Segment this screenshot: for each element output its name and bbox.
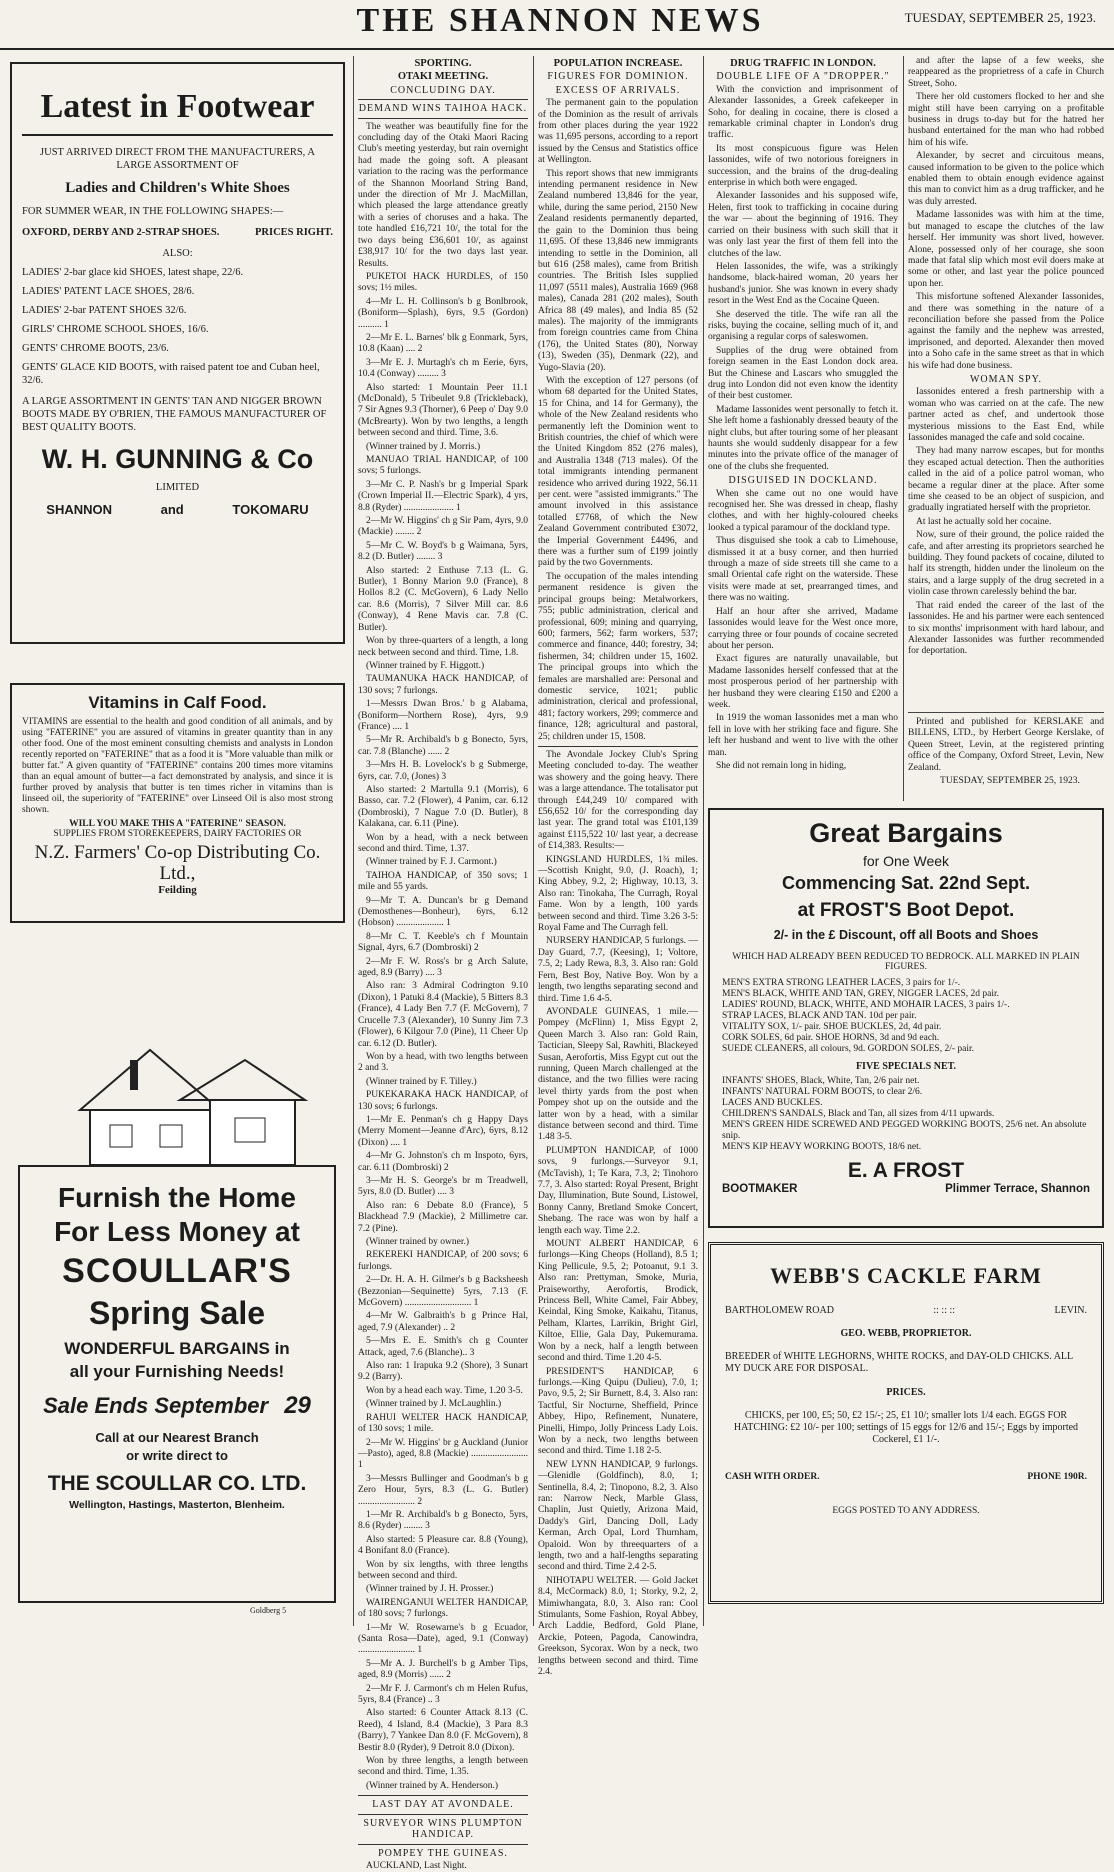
vitamins-town: Feilding: [158, 884, 197, 896]
frost-headline: Great Bargains: [809, 818, 1003, 848]
article-paragraph: Madame Iassonides was with him at the time, but managed to escape the clutches of the law herself. Her immunity was short lived, however. Alone, possessed only of her courage, she soon made that fatal slip which most evil doers make at some or other, and last year the police pounced upon her.: [908, 210, 1104, 289]
scoullar-line: For Less Money at: [54, 1216, 300, 1247]
footwear-also: ALSO:: [162, 248, 193, 259]
drug-traffic-column: [708, 56, 898, 801]
frost-special: MEN'S GREEN HIDE SCREWED AND PEGGED WORKING BOOTS, 25/6 net. An absolute snip.: [722, 1120, 1087, 1141]
race-paragraph: 3—Mr H. S. George's br m Treadwell, 5yrs, 8.0 (D. Butler) .... 3: [358, 1175, 528, 1198]
race-paragraph: NEW LYNN HANDICAP, 9 furlongs.—Glenidle (Goldfinch), 8.0, 1; Sentinella, 8.4, 2; Tinopono, 8.2, 3. Also ran: Narrow Neck, Marble Glass, Chaplin, Just Quietly, Arizona Maid, Daddy's Girl, Dancing Doll, Lady Kerman, Arch Opal, Lord Thurnham, Opaloid. Won by threequarters of a length, two and a half-lengths separating second and third. Time 2.4 2-5.: [538, 1459, 698, 1573]
article-heading: OTAKI MEETING.: [397, 71, 489, 83]
article-subheading: CONCLUDING DAY.: [390, 84, 496, 96]
frost-item: VITALITY SOX, 1/- pair. SHOE BUCKLES, 2d, 4d pair.: [722, 1022, 942, 1032]
drug-continued-column: [908, 56, 1104, 706]
footwear-closing: A LARGE ASSORTMENT IN GENTS' TAN AND NIGGER BROWN BOOTS MADE BY O'BRIEN, THE FAMOUS MANUFACTURER OF BEST QUALITY BOOTS.: [22, 396, 327, 433]
footwear-for-line: FOR SUMMER WEAR, IN THE FOLLOWING SHAPES:—: [22, 206, 284, 217]
race-paragraph: REKEREKI HANDICAP, of 200 sovs; 6 furlongs.: [358, 1250, 528, 1272]
article-paragraph: and after the lapse of a few weeks, she reappeared as the proprietress of a cafe in Church Street, Soho.: [908, 56, 1104, 89]
footwear-item: GENTS' GLACE KID BOOTS, with raised patent toe and Cuban heel, 32/6.: [22, 362, 320, 386]
article-paragraph: That raid ended the career of the last of the Iassonides. He and his partner were each sentenced to six months' imprisonment with hard labour, and Alexander Iassonides was further recommended for deportation.: [908, 600, 1104, 657]
article-paragraph: Helen Iassonides, the wife, was a strikingly handsome, black-haired woman, 20 years her husband's junior. She was known in every shady resort in the West End as the Cocaine Queen.: [708, 261, 898, 307]
frost-item: LADIES' ROUND, BLACK, WHITE, AND MOHAIR LACES, 3 pairs 1/-.: [722, 1000, 1010, 1010]
webb-prices: CHICKS, per 100, £5; 50, £2 15/-; 25, £1 10/; smaller lots 1/4 each. EGGS FOR HATCHING: £2 10/- per 100; settings of 15 eggs for 12/6 and 15/-; Eggs by imported Cockerel, £1 1/-.: [733, 1410, 1079, 1445]
webb-town: LEVIN.: [1054, 1305, 1087, 1316]
race-paragraph: RAHUI WELTER HACK HANDICAP, of 130 sovs; 1 mile.: [358, 1412, 528, 1435]
sporting-column: [358, 56, 528, 1871]
webb-cash: CASH WITH ORDER.: [725, 1472, 820, 1482]
imprint-text: Printed and published for KERSLAKE and BILLENS, LTD., by Herbert George Kerslake, of Queen Street, Levin, at the registered printing office of the Company, Oxford Street, Levin, New Zealand.: [908, 717, 1104, 773]
race-paragraph: TAIHOA HANDICAP, of 350 sovs; 1 mile and 55 yards.: [358, 870, 528, 893]
webb-eggs-posted: EGGS POSTED TO ANY ADDRESS.: [832, 1506, 980, 1516]
webb-title: WEBB'S CACKLE FARM: [770, 1263, 1042, 1288]
race-paragraph: NURSERY HANDICAP, 5 furlongs. —Day Guard, 7.7, (Keesing), 1; Voltore, 7.5, 2; Lady Rewa, 8.3, 3. Also ran: Gold Fern, Best Boy, Native Boy. Won by a length, two lengths separating second and third. Time 1.6 4-5.: [538, 936, 698, 1004]
race-paragraph: 2—Dr. H. A. H. Gilmer's b g Backsheesh (Bezzonian—Sequinette) 5yrs, 7.13 (F. McGovern) ............................ 1: [358, 1275, 528, 1309]
race-paragraph: Won by a head each way. Time, 1.20 3-5.: [366, 1385, 523, 1396]
footwear-item: GENTS' CHROME BOOTS, 23/6.: [22, 343, 169, 354]
webb-prices-heading: PRICES.: [886, 1387, 926, 1398]
gunning-towns: [22, 502, 333, 517]
race-paragraph: 1—Mr R. Archibald's b g Bonecto, 5yrs, 8.6 (Ryder) ........ 3: [358, 1509, 528, 1532]
scoullar-line: Furnish the Home: [57, 1182, 296, 1213]
frost-line: for One Week: [862, 853, 950, 869]
footwear-item: GIRLS' CHROME SCHOOL SHOES, 16/6.: [22, 324, 209, 335]
race-paragraph: Won by six lengths, with three lengths between second and third.: [358, 1559, 528, 1581]
dateline: AUCKLAND, Last Night.: [366, 1860, 467, 1871]
frost-depot: at FROST'S Boot Depot.: [797, 900, 1015, 921]
sporting-body: [358, 122, 528, 1793]
footwear-intro: JUST ARRIVED DIRECT FROM THE MANUFACTURERS, A LARGE ASSORTMENT OF: [40, 147, 315, 171]
footwear-item: LADIES' PATENT LACE SHOES, 28/6.: [22, 286, 195, 297]
scoullar-line: or write direct to: [126, 1448, 228, 1463]
race-paragraph: KINGSLAND HURDLES, 1¾ miles. —Scottish Knight, 9.0, (J. Roach), 1; King Abbey, 9.2, 2; Highway, 10.13, 3. Also ran: Tinokaha, The Curragh, Royal Fame. Won by a length, 100 yards between second and third. Time 3.26 3-5: Royal Fame and The Curragh fell.: [538, 854, 698, 934]
webb-proprietor: GEO. WEBB, PROPRIETOR.: [840, 1328, 972, 1339]
vitamins-body: VITAMINS are essential to the health and good condition of all animals, and by using "FATERINE" you are assured of vitamins in greater quantity than in any other food. One of the most eminent consulting chemists and analysts in London recently reported on "FATERINE" that as a food it is "More valuable than milk or butter fat." A given quantity of "FATERINE" contains 200 times more vitamins than an equal amount of butter—a fact demonstrated by analysis, and since it is further proved by analysis that butter is ten times richer in vitamins than is linseed oil, the superiority of "FATERINE" over Linseed Oil is also most strong shown.: [22, 717, 333, 815]
scoullar-line: all your Furnishing Needs!: [69, 1362, 285, 1381]
article-paragraph: Exact figures are naturally unavailable, but Madame Iassonides herself confessed that at the most prosperous period of her partnership with her husband they were clearing £150 and £200 a week.: [708, 654, 898, 710]
frost-item: STRAP LACES, BLACK AND TAN. 10d per pair.: [722, 1011, 917, 1021]
frost-footer: [722, 1183, 1090, 1195]
race-paragraph: 2—Mr W. Higgins' br g Auckland (Junior—Pasto), aged, 8.8 (Mackie) ........................ 1: [358, 1437, 528, 1471]
vitamins-supplies: SUPPLIES FROM STOREKEEPERS, DAIRY FACTORIES OR: [53, 829, 302, 839]
frost-address: Plimmer Terrace, Shannon: [945, 1183, 1090, 1195]
article-paragraph: In 1919 the woman Iassonides met a man who fell in love with her striking face and figure. She left her husband and went to live with the other man.: [708, 713, 898, 758]
race-paragraph: PUKEKARAKA HACK HANDICAP, of 130 sovs; 6 furlongs.: [358, 1090, 528, 1112]
footwear-prices: PRICES RIGHT.: [255, 227, 333, 238]
avondale-body: [538, 750, 698, 1679]
article-paragraph: Alexander Iassonides and his supposed wife, Helen, first took to trafficking in cocaine during the war — about the beginning of 1916. They carried on their business with such skill that it was only last year the first of them fell into the clutches of the law.: [708, 191, 898, 259]
race-paragraph: Also started: 2 Martulla 9.1 (Morris), 6 Basso, car. 7.2 (Flower), 4 Panim, car. 6.12 (Dombroski), 7 Nague 7.0 (D. Butler), 8 Kalakana, car. 6.11 (Pine).: [358, 784, 528, 830]
scoullar-sale-ends-text: Sale Ends September: [43, 1393, 269, 1418]
article-paragraph: Madame Iassonides went personally to fetch it. She left home a fashionably dressed beauty of the night clubs, but after touring some of her pleasant haunts she would suddenly disappear for a few minutes into the private office of the manager of one of the clubs she frequented.: [708, 404, 898, 472]
race-paragraph: 1—Mr W. Rosewarne's b g Ecuador, (Santa Rosa—Date), aged, 9.1 (Conway) ........................ 1: [358, 1622, 528, 1656]
article-subheading: DISGUISED IN DOCKLAND.: [728, 475, 878, 487]
scoullar-credit: Goldberg 5: [250, 1606, 287, 1615]
race-paragraph: Also started: 6 Counter Attack 8.13 (C. Reed), 4 Island, 8.4 (Mackie), 3 Para 8.3 (Barry), 7 Yankee Dan 8.0 (F. McGovern), 8 Bestir 8.0 (Ryder), 9 Detroit 8.0 (Dixon).: [358, 1708, 528, 1753]
race-paragraph: 2—Mr E. L. Barnes' blk g Eonmark, 5yrs, 10.8 (Kaan) .... 2: [358, 332, 528, 355]
column-rule: [533, 56, 534, 1626]
race-paragraph: PRESIDENT'S HANDICAP, 6 furlongs.—King Quipu (Dulieu), 7.0, 1; Pavo, 9.5, 2; Sir Burnett, 8.4, 3. Also ran: Tactful, Sir Nocturne, Sheffield, Prince Abbey, Hipo, Refinement, Nunatere, Pinelli, Himpo, Jolly Princess Lady Lois. Won by a neck, two lengths between second and third. Time 1.18 2-5.: [538, 1366, 698, 1457]
article-paragraph: When she came out no one would have recognised her. She was dressed in cheap, flashy clothes, and with her highly-coloured cheeks looked a typical paramour of the dockland type.: [708, 488, 898, 533]
race-paragraph: NIHOTAPU WELTER. — Gold Jacket 8.4, McCormack) 8.0, 1; Storky, 9.2, 2, Mimiwhangata, 8.0, 3. Also ran: Cool Stimulants, Some Fashion, Royal Abbey, Arch Laddie, Bedford, Gold Plane, Arckie, Poteen, Pagoda, Canowindra, Greekson, Sycorax. Won by a neck, two lengths between second and third. Time 2.4.: [538, 1575, 698, 1678]
race-paragraph: 4—Mr W. Galbraith's b g Prince Hal, aged, 7.9 (Alexander) .. 2: [358, 1311, 528, 1333]
race-paragraph: Also ran: 6 Debate 8.0 (France), 5 Blackhead 7.9 (Mackie), 2 Millimetre car. 7.2 (Pine).: [358, 1200, 528, 1234]
scoullar-branches: Wellington, Hastings, Masterton, Blenheim.: [69, 1499, 285, 1511]
article-subheading: DOUBLE LIFE OF A "DROPPER.": [716, 71, 890, 83]
race-paragraph: 2—Mr F. J. Carmont's ch m Helen Rufus, 5yrs, 8.4 (France) .. 3: [358, 1683, 528, 1706]
article-paragraph: There her old customers flocked to her and she might still have been carrying on a profitable business in drugs to-day but for the hatred her husband entertained for the man who had robbed him of his wife.: [908, 92, 1104, 148]
webb-phone: PHONE 190R.: [1027, 1472, 1087, 1482]
article-paragraph: With the exception of 127 persons (of whom 68 departed for the United States, 15 for China, and 14 for Germany), the whole of the New Zealand residents who permanently left the Dominion went to British countries, the chief of which were the United Kingdom 852 (276 males), and Australia 1348 (713 males). Of the total immigrants intending permanent residence who arrived during 1922, 56.11 per cent. were "assisted immigrants." The amount involved in this assistance totalled £7768, of which the New Zealand Government contributed £3072, the Imperial Government £4496, and there was a further sum of £199 jointly paid by the two Governments.: [538, 375, 698, 569]
frost-bedrock: WHICH HAD ALREADY BEEN REDUCED TO BEDROCK. ALL MARKED IN PLAIN FIGURES.: [732, 952, 1080, 972]
frost-commencing: Commencing Sat. 22nd Sept.: [781, 873, 1031, 893]
frost-special: LACES AND BUCKLES.: [722, 1098, 823, 1108]
article-paragraph: At last he actually sold her cocaine.: [916, 516, 1052, 527]
vitamins-ad: [10, 683, 345, 923]
race-paragraph: (Winner trained by J. McLaughlin.): [366, 1399, 502, 1410]
frost-special: INFANTS' SHOES, Black, White, Tan, 2/6 pair net.: [722, 1076, 920, 1086]
scoullar-ad: [18, 1165, 336, 1603]
race-paragraph: 3—Mr E. J. Murtagh's ch m Eerie, 6yrs, 10.4 (Conway) ......... 3: [358, 357, 528, 380]
race-paragraph: 4—Mr G. Johnston's ch m Inspoto, 6yrs, car. 6.11 (Dombroski) 2: [358, 1151, 528, 1173]
race-paragraph: 2—Mr F. W. Ross's br g Arch Salute, aged, 8.9 (Barry) .... 3: [358, 956, 528, 979]
race-paragraph: MANUAO TRIAL HANDICAP, of 100 sovs; 5 furlongs.: [358, 455, 528, 477]
race-paragraph: Won by a head, with a neck between second and third. Time, 1.37.: [358, 832, 528, 854]
gunning-limited: LIMITED: [155, 482, 200, 493]
column-rule: [903, 56, 904, 801]
masthead: [0, 0, 1114, 50]
race-paragraph: (Winner trained by J. Morris.): [366, 441, 481, 452]
article-subheading: DEMAND WINS TAIHOA HACK.: [358, 103, 528, 115]
scoullar-name: SCOULLAR'S: [62, 1252, 292, 1290]
column-rule: [353, 56, 354, 1626]
article-heading: DRUG TRAFFIC IN LONDON.: [730, 58, 876, 69]
race-paragraph: 8—Mr C. T. Keeble's ch f Mountain Signal, 4yrs, 6.7 (Dombroski) 2: [358, 931, 528, 954]
race-paragraph: 9—Mr T. A. Duncan's br g Demand (Demosthenes—Bonheur), 6yrs, 6.12 (Hobson) .................... 1: [358, 895, 528, 929]
race-paragraph: (Winner trained by J. H. Prosser.): [366, 1584, 494, 1595]
article-subheading: FIGURES FOR DOMINION.: [547, 71, 689, 83]
gunning-town: TOKOMARU: [232, 502, 309, 517]
gunning-town: SHANNON: [46, 502, 113, 517]
footwear-item: LADIES' 2-bar glace kid SHOES, latest shape, 22/6.: [22, 267, 244, 278]
race-paragraph: The weather was beautifully fine for the concluding day of the Otaki Maori Racing Club's meeting yesterday, but rain overnight had made the going soft. A pleasant variation to the racing was the performance of the Shannon Moorland String Band, under the direction of Mr J. MacMillan, which pleased the large attendance greatly with a series of choruses and a haka. The tote handled £16,721 10/, the total for the two days being £36,601 10/, as against £38,917 10/ for the two days last year. Results.: [358, 121, 528, 269]
article-subheading: SURVEYOR WINS PLUMPTON HANDICAP.: [363, 1817, 523, 1841]
race-paragraph: Also started: 1 Mountain Peer 11.1 (McDonald), 5 Tribeulet 9.8 (Trickleback), 7 Sir Agnes 9.3 (Thorner), 6 Peep o' Day 9.0 (McBrearty). Won by two lengths, a length between second and third. Time, 3.6.: [358, 382, 528, 439]
race-paragraph: 5—Mr R. Archibald's b g Bonecto, 5yrs, car. 7.8 (Blanche) ...... 2: [358, 735, 528, 757]
race-paragraph: 1—Mr E. Penman's ch g Happy Days (Merry Moment—Jeanne d'Arc), 6yrs, 8.12 (Dixon) .... 1: [358, 1114, 528, 1148]
scoullar-spring-sale: Spring Sale: [88, 1295, 266, 1331]
race-paragraph: Won by a head, with two lengths between 2 and 3.: [358, 1051, 528, 1074]
scoullar-line: Call at our Nearest Branch: [95, 1430, 259, 1445]
imprint-date: TUESDAY, SEPTEMBER 25, 1923.: [940, 776, 1080, 787]
race-paragraph: 3—Mrs H. B. Lovelock's b g Submerge, 6yrs, car. 7.0, (Jones) 3: [358, 760, 528, 782]
race-paragraph: (Winner trained by F. Tilley.): [366, 1076, 477, 1087]
frost-specials-heading: FIVE SPECIALS NET.: [855, 1061, 957, 1072]
scoullar-sale-ends: [30, 1389, 324, 1423]
article-paragraph: Alexander, by secret and circuitous means, caused information to be given to the police which enabled them to obtain enough evidence against this man to convict him as a drug trafficker, and he was duly arrested.: [908, 151, 1104, 207]
scoullar-company: THE SCOULLAR CO. LTD.: [47, 1472, 307, 1495]
article-paragraph: This misfortune softened Alexander Iassonides, and there was something in the nature of a reconciliation before she passed from the Police against the family and the nephew was arrested, imprisoned, and deported. Alexander then moved into a Soho cafe in the same street as that in which his wife had done business.: [908, 292, 1104, 371]
race-paragraph: Won by three-quarters of a length, a long neck between second and third. Time, 1.8.: [358, 636, 528, 658]
scoullar-line: WONDERFUL BARGAINS in: [64, 1339, 290, 1358]
race-paragraph: WAIRENGANUI WELTER HANDICAP, of 180 sovs; 7 furlongs.: [358, 1597, 528, 1620]
issue-date: TUESDAY, SEPTEMBER 25, 1923.: [904, 10, 1096, 25]
frost-ad: [708, 808, 1104, 1228]
article-paragraph: Now, sure of their ground, the police raided the cafe, and after arresting its proprietors searched he building. They found packets of cocaine, diluted to half its strength, hidden under the linoleum on the stairs, and a large supply of the drug secreted in a violin case thrown carelessly behind the bar.: [908, 530, 1104, 598]
population-column: [538, 56, 698, 1678]
race-paragraph: 5—Mrs E. E. Smith's ch g Counter Attack, aged, 7.6 (Blanche).. 3: [358, 1336, 528, 1358]
article-paragraph: Thus disguised she took a cab to Limehouse, dismissed it at a busy corner, and then hurried through a maze of side streets till she came to a small Oriental cafe right on the waterside. These visits were made at set, prearranged times, and there was no waiting.: [708, 536, 898, 604]
drug-body: [708, 489, 898, 773]
footwear-headline: Latest in Footwear: [40, 88, 315, 125]
race-paragraph: 5—Mr A. J. Burchell's b g Amber Tips, aged, 8.9 (Morris) ...... 2: [358, 1658, 528, 1681]
article-paragraph: The occupation of the males intending permanent residence is given the principal groups being: Metalworkers, 755; public administration, clerical and professional, 609; mining and quarrying, 600; farmers, 562; farm workers, 537; commerce and finance, 440; forestry, 34; fishermen, 34; children under 15, 1602. The principal groups into which the females are marshalled are: Personal and domestic service, 1021; public administration, clerical and professional, 481; factory workers, 299; commerce and finance, 128; agricultural and pastoral, 25; children under 15, 1508.: [538, 571, 698, 742]
race-paragraph: (Winner trained by A. Henderson.): [366, 1780, 499, 1791]
race-paragraph: (Winner trained by F. J. Carmont.): [366, 857, 497, 868]
article-paragraph: Iassonides entered a fresh partnership with a woman who was carried on at the cafe. The new partner acted as chef, and undertook those mysterious missions to the East End, while Iassonides managed the cafe and sold cocaine.: [908, 387, 1104, 443]
vitamins-headline: Vitamins in Calf Food.: [88, 693, 267, 712]
frost-item: SUEDE CLEANERS, all colours, 9d. GORDON SOLES, 2/- pair.: [722, 1044, 975, 1054]
race-paragraph: Also started: 5 Pleasure car. 8.8 (Young), 4 Bonifant 8.0 (France).: [358, 1534, 528, 1557]
section-heading: SPORTING.: [414, 58, 472, 69]
article-subheading: WOMAN SPY.: [969, 373, 1043, 385]
webb-road: BARTHOLOMEW ROAD: [725, 1305, 834, 1316]
race-paragraph: AVONDALE GUINEAS, 1 mile.—Pompey (McFlinn) 1, Miss Egypt 2, Queen March 3. Also ran: Gold Rain, Tactician, Sleepy Sal, Rawhiti, Blackeyed Susan, Aerofortis, Miss Egypt cut out the running, Queen March challenged at the distance, and the two fillies were racing level thirty yards from the post when Pompey shot up on the outside and the latter won by a head, with a similar distance between second and third. Time 1.48 3-5.: [538, 1006, 698, 1143]
article-paragraph: Supplies of the drug were obtained from foreign seamen in the East London dock area. But the Chinese and Lascars who smuggled the drug into London did not even know the identity of their best customer.: [708, 345, 898, 402]
frost-item: MEN'S BLACK, WHITE AND TAN, GREY, NIGGER LACES, 2d pair.: [722, 989, 999, 999]
frost-special: CHILDREN'S SANDALS, Black and Tan, all sizes from 4/11 upwards.: [722, 1109, 995, 1119]
newspaper-title: THE SHANNON NEWS: [356, 2, 764, 39]
webb-breeder: BREEDER of WHITE LEGHORNS, WHITE ROCKS, and DAY-OLD CHICKS. ALL MY DUCK ARE FOR DISPOSAL.: [725, 1351, 1073, 1374]
webb-dots: :: :: ::: [933, 1305, 956, 1316]
vitamins-cta: WILL YOU MAKE THIS A "FATERINE" SEASON.: [69, 819, 286, 829]
race-paragraph: 3—Mr C. P. Nash's br g Imperial Spark (Crown Imperial II.—Electric Spark), 4 yrs, 8.8 (Ryder) ..................... 1: [358, 479, 528, 513]
race-paragraph: Also ran: 3 Admiral Codrington 9.10 (Dixon), 1 Patuki 8.4 (Mackie), 5 Bitters 8.3 (France), 4 Lady Ben 7.7 (F. McGovern), 7 Crucelle 7.3 (Alexander), 10 Sunny Jim 7.3 (Flower), 6 Kilgour 7.0 (Pine), 11 Cheer Up car. 6.12 (D. Butler).: [358, 981, 528, 1049]
race-paragraph: Also ran: 1 Irapuka 9.2 (Shore), 3 Sunart 9.2 (Barry).: [358, 1361, 528, 1383]
race-paragraph: Won by three lengths, a length between second and third. Time, 1.35.: [358, 1756, 528, 1778]
gunning-and: and: [160, 502, 184, 517]
farmers-coop-name: N.Z. Farmers' Co-op Distributing Co. Ltd.,: [34, 842, 321, 884]
race-paragraph: Also started: 2 Enthuse 7.13 (L. G. Butler), 1 Bonny Marion 9.0 (France), 8 Hollos 8.2 (C. McGovern), 6 Lady Nello car. 8.6 (Morris), 7 Silver Mill car. 8.6 (Conway), 4 Rene Mavis car. 7.8 (C. Butler).: [358, 565, 528, 633]
drug-body: [908, 56, 1104, 372]
drug-body: [908, 387, 1104, 657]
race-paragraph: 2—Mr W. Higgins' ch g Sir Pam, 4yrs, 9.0 (Mackie) ........ 2: [358, 516, 528, 538]
article-subheading: EXCESS OF ARRIVALS.: [555, 84, 681, 96]
frost-special: MEN'S KIP HEAVY WORKING BOOTS, 18/6 net.: [722, 1142, 922, 1152]
imprint: [908, 712, 1104, 805]
race-paragraph: PUKETOI HACK HURDLES, of 150 sovs; 1½ miles.: [358, 271, 528, 294]
footwear-subhead: Ladies and Children's White Shoes: [65, 180, 290, 196]
column-rule: [703, 56, 704, 1626]
race-paragraph: TAUMANUKA HACK HANDICAP, of 130 sovs; 7 furlongs.: [358, 674, 528, 696]
article-subheading: POMPEY THE GUINEAS.: [378, 1847, 508, 1859]
webb-ad: [708, 1242, 1104, 1604]
gunning-firm-name: W. H. GUNNING & Co: [41, 444, 314, 474]
race-paragraph: PLUMPTON HANDICAP, of 1000 sovs, 9 furlongs.—Surveyor 9.1, (McTavish), 1; Te Kara, 7.3, 2; Tinohoro 7.7, 3. Also started: Royal Present, Bright Day, Illumination, Bute Sound, Listowel, Bonny Canny, Bretland Smoke Concert, Shebang. The race was won by half a length each way. Time 2.2.: [538, 1145, 698, 1236]
article-heading: POPULATION INCREASE.: [553, 58, 683, 69]
article-paragraph: The permanent gain to the population of the Dominion as the result of arrivals from other places during the year 1922 was 11,695 persons, according to a report issued by the Census and Statistics office at Wellington.: [538, 98, 698, 166]
race-paragraph: (Winner trained by F. Higgott.): [366, 660, 485, 671]
footwear-shapes: OXFORD, DERBY AND 2-STRAP SHOES.: [22, 227, 220, 238]
race-paragraph: 4—Mr L. H. Collinson's b g Bonlbrook, (Boniform—Splash), 6yrs, 9.5 (Gordon) .......... 1: [358, 296, 528, 330]
frost-firm: E. A FROST: [847, 1159, 965, 1182]
footwear-item: LADIES' 2-bar PATENT SHOES 32/6.: [22, 305, 187, 316]
footwear-shapes-row: [22, 226, 333, 239]
race-paragraph: 1—Messrs Dwan Bros.' b g Alabama, (Boniform—Northern Rose), 4yrs, 9.9 (France) .... 1: [358, 699, 528, 732]
population-body: [538, 98, 698, 743]
article-paragraph: They had many narrow escapes, but for months they escaped actual detection. Then the authorities called in the aid of a police patrol woman, who became a regular diner at the place. After some time she ceased to be an object of suspicion, and gradually ingratiated herself with the proprietor.: [908, 446, 1104, 514]
house-illustration: [60, 1040, 310, 1170]
article-paragraph: With the conviction and imprisonment of Alexander Iassonides, a Greek cafekeeper in Soho, for dealing in cocaine, there is closed a remarkable criminal chapter in London's drug traffic.: [708, 84, 898, 141]
article-paragraph: Its most conspicuous figure was Helen Iassonides, wife of two notorious foreigners in succession, and the brains of the drug-dealing enterprise in which both were engaged.: [708, 143, 898, 189]
scoullar-sale-ends-date: 29: [284, 1392, 311, 1419]
webb-address-row: [725, 1305, 1087, 1316]
article-paragraph: This report shows that new immigrants intending permanent residence in New Zealand numbered 13,846 for the year, while, during the same period, 2150 New Zealand residents permanently departed, the gain to the Dominion thus being 11,695. Of these 13,846 new immigrants intending to settle in the Dominion, all but 616 (258 males), came from British countries. The British Isles supplied 11,097 (5511 males), Australia 1669 (968 males), Canada 281 (202 males), South Africa 88 (49 males), and India 85 (52 males). The majority of the immigrants from foreign countries came from China (176), the United States (80), Norway (13), Sweden (35), Denmark (22), and Yugo-Slavia (20).: [538, 168, 698, 373]
race-paragraph: (Winner trained by owner.): [366, 1237, 470, 1247]
article-paragraph: She did not remain long in hiding,: [716, 760, 847, 771]
race-paragraph: MOUNT ALBERT HANDICAP, 6 furlongs—King Cheops (Holland), 8.5 1; King Pellicule, 9.5, 2; Potoanut, 9.1 3. Also ran: Prettyman, Smoke, Muria, Praiseworthy, Aerofortis, Brodick, Princess Bell, White Camel, Fair Abbey, Keindal, King Smoke, Kaikahu, Titanus, Pelham, Klartes, Larrikin, Bright Girl, Kiltoe, Ellie, Gala Day, Pukemurama. Won by a neck, half a length between second and third. Time 1.20 4-5.: [538, 1239, 698, 1364]
webb-order-row: [725, 1472, 1087, 1482]
footwear-ad: [10, 62, 345, 644]
race-paragraph: 3—Messrs Bullinger and Goodman's b g Zero Hour, 5yrs, 8.3 (L. G. Butler) ........................ 2: [358, 1473, 528, 1507]
article-paragraph: She deserved the title. The wife ran all the risks, buying the cocaine, selling much of it, and organising a regular corps of saleswomen.: [708, 309, 898, 343]
drug-body: [708, 85, 898, 473]
frost-bootmaker: BOOTMAKER: [722, 1183, 798, 1195]
frost-item: MEN'S EXTRA STRONG LEATHER LACES, 3 pairs for 1/-.: [722, 978, 961, 988]
frost-discount: 2/- in the £ Discount, off all Boots and Shoes: [773, 928, 1039, 942]
race-paragraph: 5—Mr C. W. Boyd's b g Waimana, 5yrs, 8.2 (D. Butler) ........ 3: [358, 540, 528, 563]
frost-item: CORK SOLES, 6d pair. SHOE HORNS, 3d and 9d each.: [722, 1033, 940, 1043]
race-paragraph: The Avondale Jockey Club's Spring Meeting concluded to-day. The weather was showery and the going heavy. There was a large attendance. The totalisator put through £44,249 10/ compared with £56,652 10/ for the corresponding day last year. The grand total was £101,139 against £115,522 10/ last year, a decrease of £14,383. Results:—: [538, 749, 698, 852]
frost-special: INFANTS' NATURAL FORM BOOTS, to clear 2/6.: [722, 1087, 923, 1097]
article-heading: LAST DAY AT AVONDALE.: [372, 1799, 514, 1811]
article-paragraph: Half an hour after she arrived, Madame Iassonides would leave for the West once more, carrying three or four pounds of cocaine secreted about her person.: [708, 606, 898, 651]
